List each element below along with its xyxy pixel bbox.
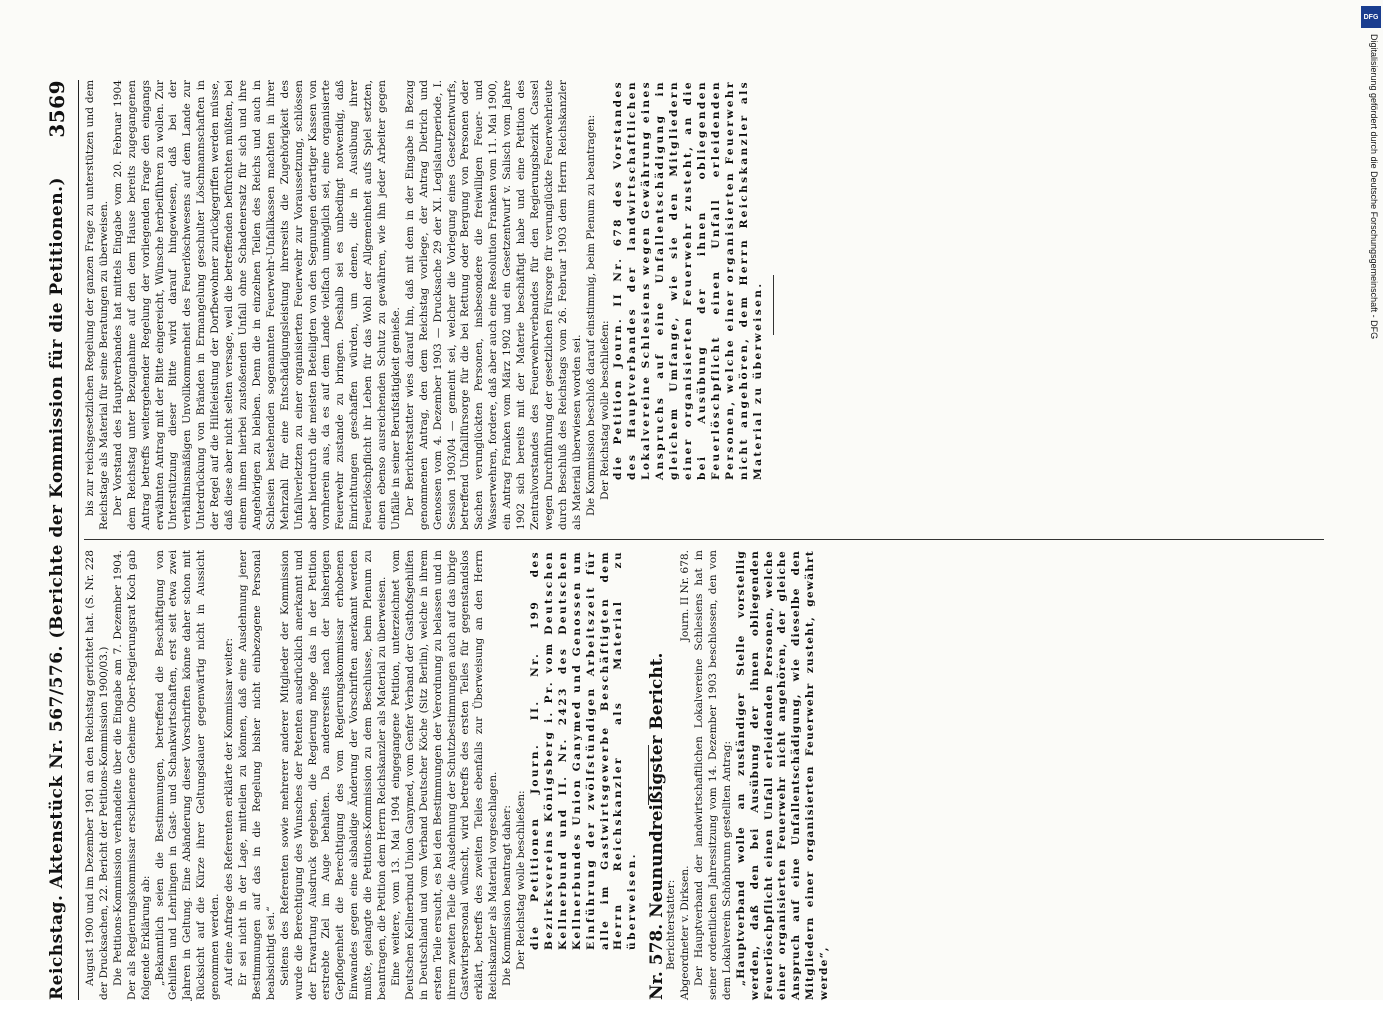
paragraph: Der Hauptverband der landwirtschaftlichen Lokalvereine Schlesiens hat in seiner ordentlichen Jahressitzung vom 14. Dezember 1903 beschlossen, den von dem Lokalverein Schönbrunn gestellten Antrag:	[692, 550, 733, 1000]
paragraph: Der Vorstand des Hauptverbandes hat mittels Eingabe vom 20. Februar 1904 dem Reichstag unter Bezugnahme auf den dem Hause bereits zugegangenen Antrag betreffs weitergehender Regelung der vorliegenden Frage den eingangs erwähnten Antrag mit der Bitte eingereicht, Wünsche herbeiführen zu wollen. Zur Unterstützung dieser Bitte wird darauf hingewiesen, daß bei der verhältnismäßigen Unvollkommenheit des Feuerlöschwesens auf dem Lande zur Unterdrückung von Bränden in Ermangelung geschulter Löschmannschaften in der Regel auf die Hilfeleistung der Dorfbewohner zurückgegriffen werden müsse, daß diese aber nicht selten versage, weil die betreffenden befürchten müßten, bei einem ihnen hierbei zustoßenden Unfall ohne Schadenersatz für sich und ihre Angehörigen zu bleiben. Denn die in einzelnen Teilen des Reichs und auch in Schlesien bestehenden sogenannten Feuerwehr-Unfallkassen machten in ihrer Mehrzahl für eine Entschädigungsleistung ihrerseits die Zugehörigkeit des Unfallverletzten zu einer organisierten Feuerwehr zur Voraussetzung, schlössen aber hierdurch die meisten Beteiligten von den Segnungen derartiger Kassen von vornherein aus, da es auf dem Lande vielfach unmöglich sei, eine organisierte Feuerwehr zustande zu bringen. Deshalb sei es unbedingt notwendig, daß Einrichtungen geschaffen würden, um denen, die in Ausübung ihrer Feuerlöschpflicht ihr Leben für das Wohl der Allgemeinheit aufs Spiel setzten, einen ebenso ausreichenden Schutz zu gewähren, wie ihn jeder Arbeiter gegen Unfälle in seiner Berufstätigkeit genieße.	[111, 80, 402, 530]
paragraph: bis zur reichsgesetzlichen Regelung der ganzen Frage zu unterstützen und dem Reichstage als Material für seine Beratungen zu überweisen.	[84, 80, 110, 530]
reporter-row	[679, 550, 693, 1000]
document-page	[40, 80, 1340, 1000]
page-header	[40, 80, 74, 1000]
running-head: Reichstag. Aktenstück Nr. 567/576. (Berichte der Kommission für die Petitionen.)	[47, 176, 67, 1000]
paragraph: Der Reichstag wolle beschließen:	[598, 320, 611, 500]
paragraph: Die Kommission beantragt daher:	[501, 805, 514, 986]
paragraph: Der Reichstag wolle beschließen:	[515, 790, 528, 970]
end-divider	[773, 275, 774, 335]
quote-paragraph: „Hauptverband wolle an zuständiger Stelle vorstellig werden, daß den bei Ausübung der ihnen obliegenden Feuerlöschpflicht einen Unfall erleidenden Personen, welche einer organisierten Feuerwehr nicht angehören, der gleiche Anspruch auf eine Unfallentschädigung, wie dieselbe den Mitgliedern einer organisierten Feuerwehr zusteht, gewährt werde“,	[734, 550, 831, 1000]
paragraph: Seitens des Referenten sowie mehrerer anderer Mitglieder der Kommission wurde die Berechtigung des Wunsches der Petenten ausdrücklich anerkannt und der Erwartung Ausdruck gegeben, die Regierung möge das in der Petition erstrebte Ziel im Auge behalten. Da andererseits nach der bisherigen Gepflogenheit die Berechtigung des vom Regierungskommissar erhobenen Einwandes gegen eine alsbaldige Änderung der Vorschriften anerkannt werden mußte, gelangte die Petitions-Kommission zu dem Beschlusse, beim Plenum zu beantragen, die Petition dem Herrn Reichskanzler als Material zu überweisen.	[278, 550, 389, 1000]
paragraph: Auf eine Anfrage des Referenten erklärte der Kommissar weiter:	[223, 637, 236, 986]
paragraph: Der Berichterstatter wies darauf hin, daß mit dem in der Eingabe in Bezug genommenen Antrag, den dem Reichstag vorliege, der Antrag Dietrich und Genossen vom 4. Dezember 1903 — Drucksache 29 der XI. Legislaturperiode, I. Session 1903/04 — gemeint sei, welcher die Vorlegung eines Gesetzentwurfs, betreffend Unfallfürsorge für die bei Rettung oder Bergung von Personen oder Sachen verunglückten Personen, insbesondere die freiwilligen Feuer- und Wasserwehren, fordere, daß aber auch eine Resolution Franken vom 11. Mai 1900, ein Antrag Franken vom März 1902 und ein Gesetzentwurf v. Salisch vom Jahre 1902 sich bereits mit der Materie beschäftigt habe und eine Petition des Zentralvorstandes des Feuerwehrverbandes für den Regierungsbezirk Cassel wegen Durchführung der gesetzlichen Fürsorge für verunglückte Feuerwehrleute durch Beschluß des Reichstags vom 26. Februar 1903 dem Herrn Reichskanzler als Material überwiesen worden sei.	[403, 80, 583, 530]
column-rule	[84, 539, 1324, 540]
motion-text: die Petitionen Journ. II. Nr. 199 des Bezirksvereins Königsberg i. Pr. vom Deutschen Kellnerbund und II. Nr. 2423 des Deutschen Kellnerbundes Union Ganymed und Genossen um Einführung der zwölfstündigen Arbeitszeit für alle im Gastwirtsgewerbe Beschäftigten dem Herrn Reichskanzler als Material zu überweisen.	[529, 550, 639, 950]
paragraph: August 1900 und im Dezember 1901 an den Reichstag gerichtet hat. (S. Nr. 228 der Drucksachen, 22. Bericht der Petitions-Kommission 1900/03.)	[84, 550, 110, 1000]
side-note	[1363, 34, 1379, 1024]
quote-paragraph: „Bekanntlich seien die Bestimmungen, betreffend die Beschäftigung von Gehilfen und Lehrlingen in Gast- und Schankwirtschaften, erst seit etwa zwei Jahren in Geltung. Eine Abänderung dieser Vorschriften könne daher schon mit Rücksicht auf die Kürze ihrer Geltungsdauer gegenwärtig nicht in Aussicht genommen werden.	[153, 550, 222, 1000]
journal-ref: Journ. II Nr. 678.	[679, 550, 692, 642]
motion-text: die Petition Journ. II Nr. 678 des Vorstandes des Hauptverbandes der landwirtschaftlichen Lokalvereine Schlesiens wegen Gewährung eines Anspruchs auf eine Unfallentschädigung in gleichem Umfange, wie sie den Mitgliedern einer organisierten Feuerwehr zusteht, an die bei Ausübung der ihnen obliegenden Feuerlöschpflicht einen Unfall erleidenden Personen, welche einer organisierten Feuerwehr nicht angehören, dem Herrn Reichskanzler als Material zu überweisen.	[612, 80, 764, 480]
paragraph: Die Kommission beschloß darauf einstimmig, beim Plenum zu beantragen:	[584, 114, 597, 516]
column-left	[84, 550, 832, 1000]
digitization-note: Digitalisierung gefördert durch die Deutsche Forschungsgemeinschaft - DFG	[1369, 34, 1379, 340]
dfg-logo: DFG	[1361, 6, 1381, 28]
header-rule	[78, 80, 79, 1000]
reporter-name: Abgeordneter v. Dirksen.	[679, 865, 692, 1000]
paragraph: Eine weitere, vom 13. Mai 1904 eingegangene Petition, unterzeichnet vom Deutschen Kellnerbund Union Ganymed, vom Genfer Verband der Gasthofsgehilfen in Deutschland und vom Verband Deutscher Köche (Sitz Berlin), welche in ihrem ersten Teile ersucht, es bei den Bestimmungen der Verordnung zu belassen und in ihrem zweiten Teile die Ausdehnung der Schutzbestimmungen auch auf das übrige Gastwirtspersonal wünscht, wird betreffs des ersten Teiles für gegenstandslos erklärt, betreffs des zweiten Teiles ebenfalls zur Überweisung an den Herrn Reichskanzler als Material vorgeschlagen.	[389, 550, 500, 1000]
paragraph: Er sei nicht in der Lage, mitteilen zu können, daß eine Ausdehnung jener Bestimmungen auf das in die Regelung bisher nicht einbezogene Personal beabsichtigt sei.“	[236, 550, 277, 1000]
section-title: Nr. 578. Neunundreißigster Bericht.	[647, 652, 668, 1000]
page-number: 3569	[45, 80, 69, 138]
paragraph: Die Petitions-Kommission verhandelte über die Eingabe am 7. Dezember 1904. Der als Regierungskommissar erschienene Geheime Ober-Regierungsrat Koch gab folgende Erklärung ab:	[111, 550, 152, 1000]
reporter-label: Berichterstatter:	[665, 879, 678, 970]
column-right	[84, 80, 776, 530]
